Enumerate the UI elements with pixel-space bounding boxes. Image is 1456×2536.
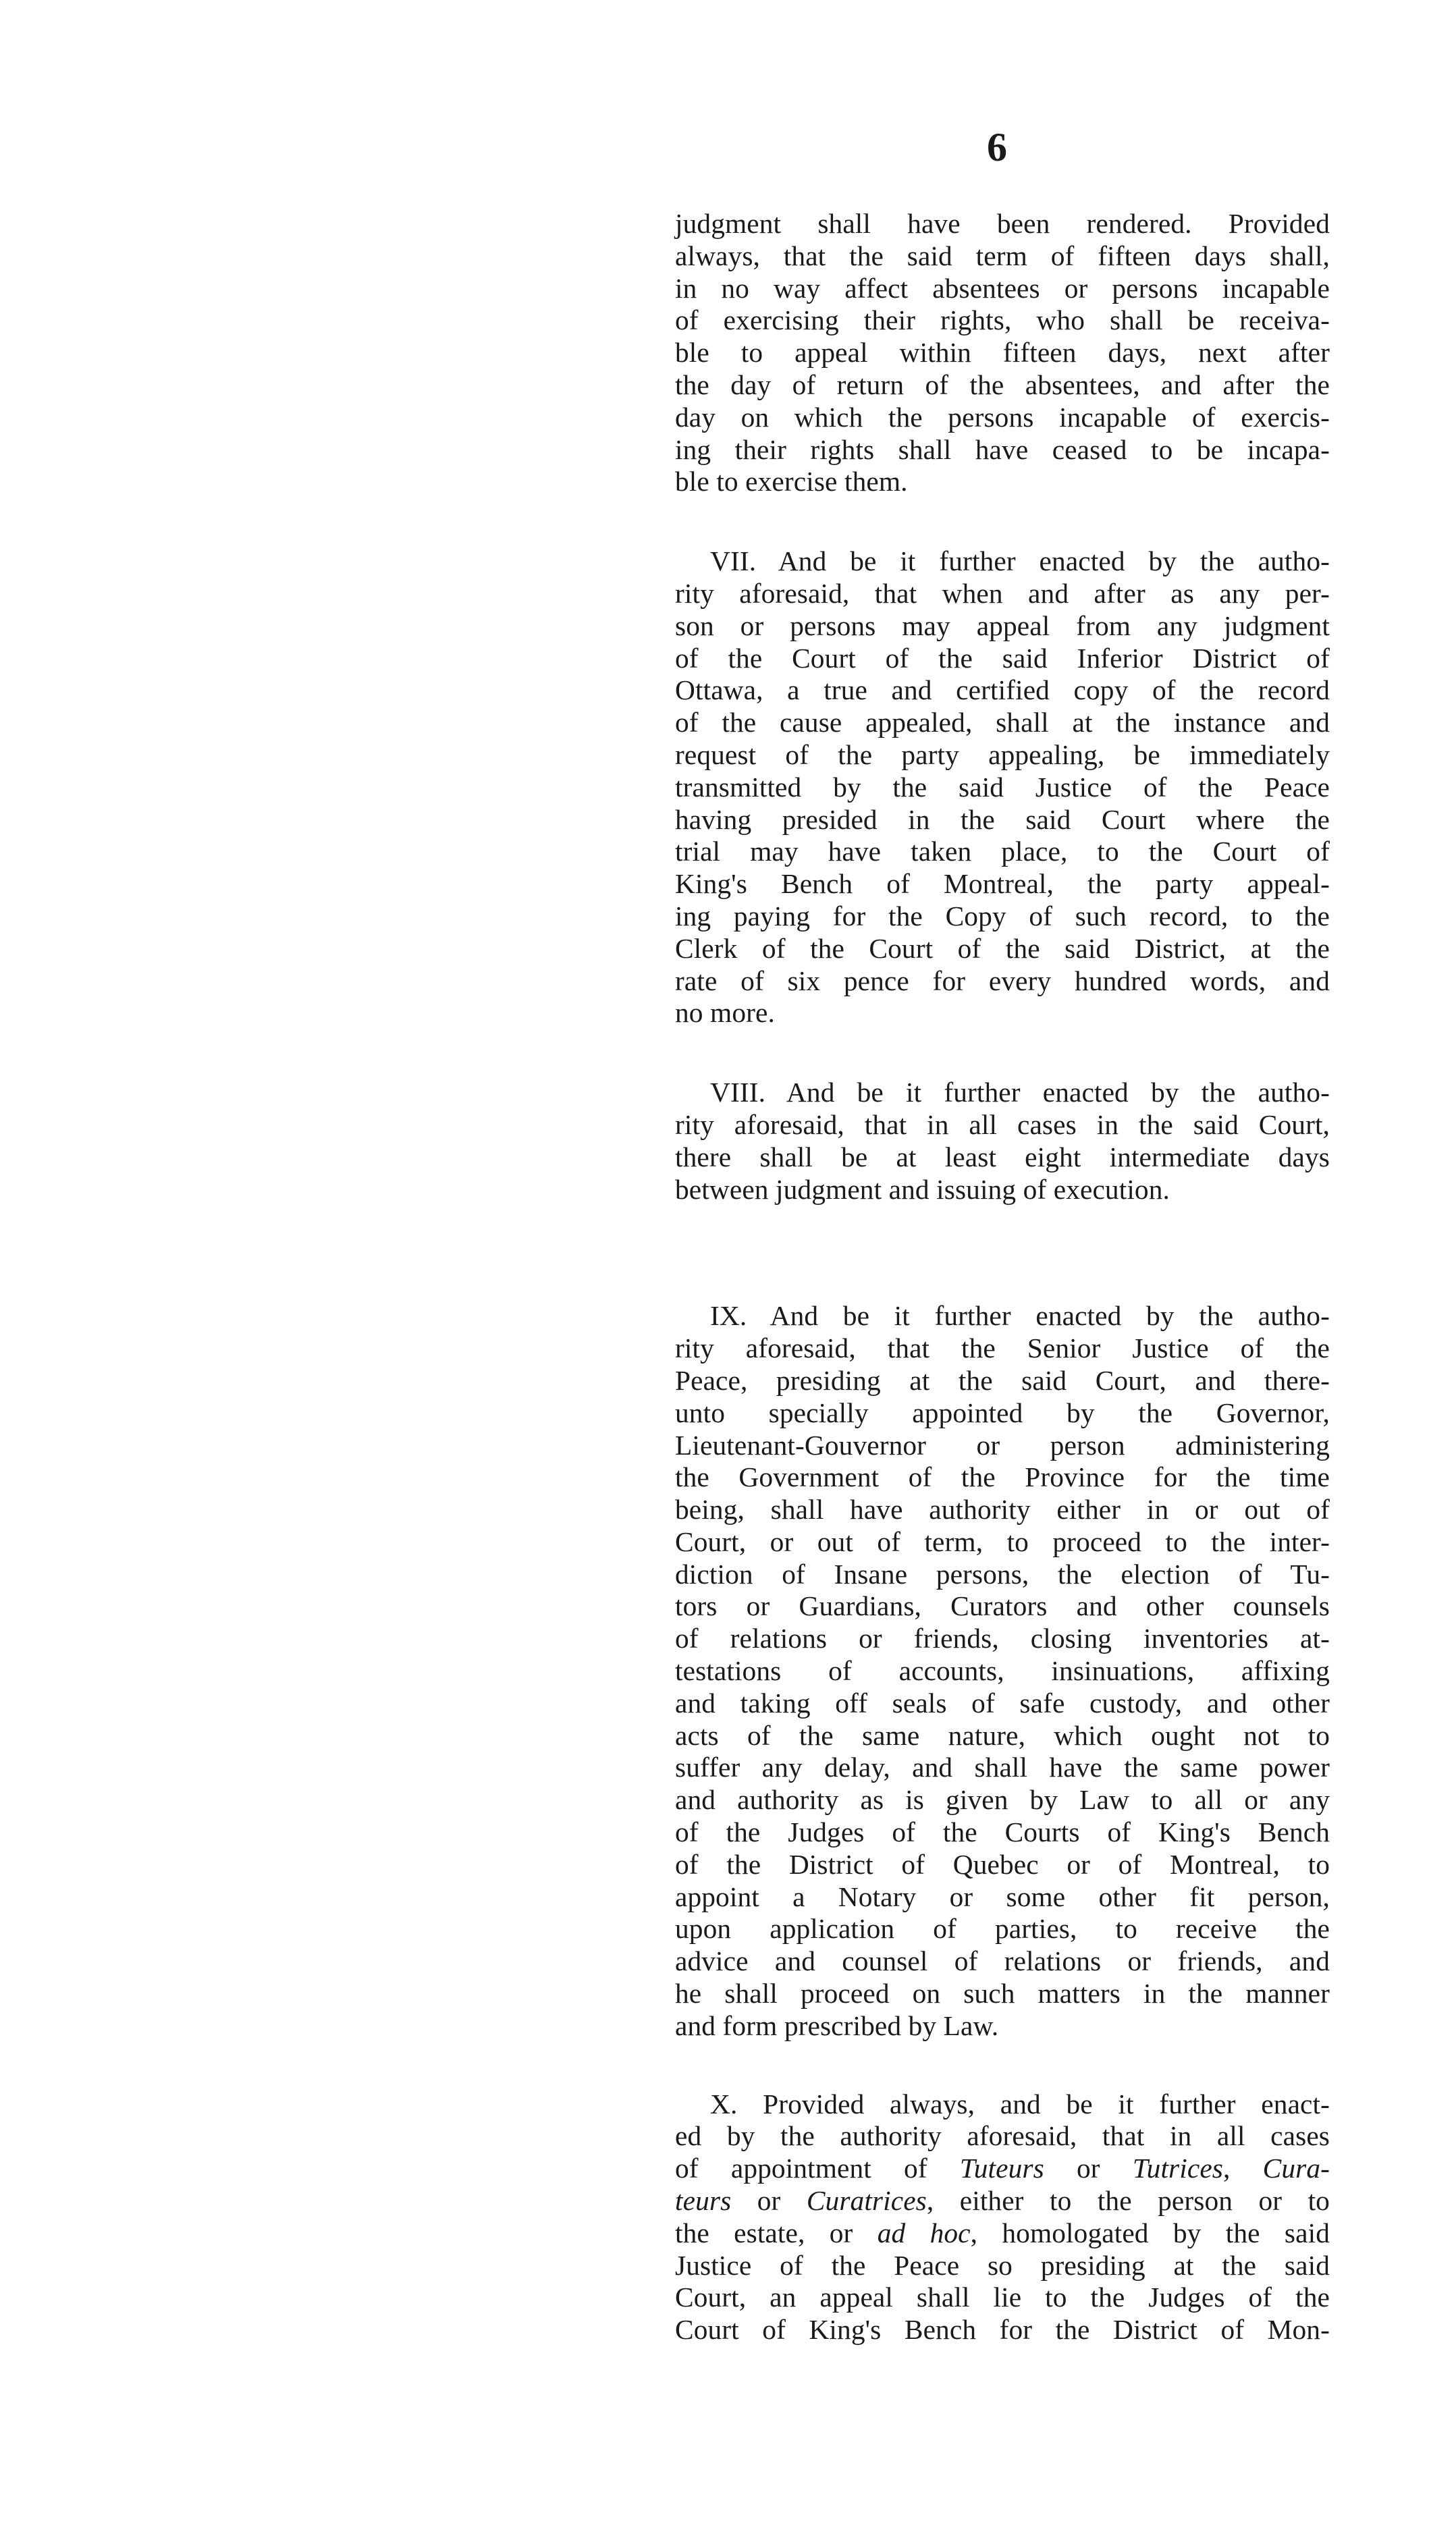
text-line: judgment shall have been rendered. Provided [675,208,1330,239]
paragraph-continuation [675,208,1330,498]
text-line: being, shall have authority either in or out of [675,1494,1330,1526]
text-line: between judgment and issuing of execution. [675,1173,1170,1205]
text-line: acts of the same nature, which ought not to [675,1719,1330,1751]
text-line: teurs or Curatrices, either to the person or to [675,2185,1330,2217]
text-line: the Government of the Province for the time [675,1461,1330,1493]
text-line: request of the party appealing, be immediately [675,738,1330,770]
text-line: of the cause appealed, shall at the instance and [675,707,1330,738]
text-line: and authority as is given by Law to all or any [675,1784,1330,1816]
text-line: advice and counsel of relations or friends, and [675,1945,1330,1977]
text-line: of the Court of the said Inferior District of [675,642,1330,674]
text-line: the day of return of the absentees, and after the [675,369,1330,400]
text-line: Court, an appeal shall lie to the Judges of the [675,2282,1330,2313]
text-line: King's Bench of Montreal, the party appeal- [675,868,1330,900]
text-line: testations of accounts, insinuations, affixing [675,1655,1330,1687]
text-line: VIII. And be it further enacted by the autho- [710,1077,1330,1108]
section-ix [675,1300,1330,2042]
text-line: trial may have taken place, to the Court of [675,836,1330,867]
text-line: transmitted by the said Justice of the Peace [675,771,1330,803]
text-line: tors or Guardians, Curators and other counsels [675,1590,1330,1622]
section-x [675,2088,1330,2346]
text-line: there shall be at least eight intermediate days [675,1141,1330,1172]
text-line: rity aforesaid, that in all cases in the said Court, [675,1108,1330,1140]
text-line: in no way affect absentees or persons incapable [675,272,1330,304]
text-line: Peace, presiding at the said Court, and there- [675,1364,1330,1396]
text-line: the estate, or ad hoc, homologated by the said [675,2217,1330,2248]
text-line: diction of Insane persons, the election of Tu- [675,1558,1330,1590]
text-line: no more. [675,997,775,1029]
text-column [675,208,1330,2346]
text-line: ing paying for the Copy of such record, to the [675,900,1330,932]
page-number: 6 [987,125,1007,169]
text-line: Justice of the Peace so presiding at the said [675,2249,1330,2281]
text-line: rate of six pence for every hundred words, and [675,965,1330,996]
text-line: and form prescribed by Law. [675,2009,999,2041]
text-line: of exercising their rights, who shall be receiva- [675,304,1330,336]
text-line: Clerk of the Court of the said District, at the [675,932,1330,964]
text-line: of relations or friends, closing inventories at- [675,1623,1330,1654]
text-line: VII. And be it further enacted by the autho- [710,545,1330,577]
text-line: ing their rights shall have ceased to be incapa- [675,433,1330,465]
text-line: always, that the said term of fifteen days shall, [675,240,1330,271]
text-line: of the Judges of the Courts of King's Bench [675,1816,1330,1848]
text-line: rity aforesaid, that the Senior Justice of the [675,1332,1330,1364]
text-line: and taking off seals of safe custody, and other [675,1687,1330,1719]
text-line: Court, or out of term, to proceed to the inter- [675,1526,1330,1557]
text-line: X. Provided always, and be it further enact- [710,2088,1330,2120]
text-line: he shall proceed on such matters in the manner [675,1978,1330,2009]
text-line: of the District of Quebec or of Montreal, to [675,1848,1330,1880]
section-vii [675,545,1330,1029]
section-viii [675,1077,1330,1206]
text-line: day on which the persons incapable of exercis- [675,401,1330,433]
text-line: upon application of parties, to receive the [675,1913,1330,1945]
text-line: suffer any delay, and shall have the same power [675,1752,1330,1783]
text-line: Lieutenant-Gouvernor or person administering [675,1429,1330,1461]
text-line: unto specially appointed by the Governor, [675,1397,1330,1428]
text-line: son or persons may appeal from any judgment [675,610,1330,641]
text-line: appoint a Notary or some other fit person, [675,1881,1330,1912]
text-line: rity aforesaid, that when and after as any per- [675,577,1330,609]
text-line: ble to exercise them. [675,466,908,497]
text-line: Court of King's Bench for the District of Mon- [675,2314,1330,2346]
text-line: IX. And be it further enacted by the autho- [710,1300,1330,1332]
text-line: having presided in the said Court where the [675,803,1330,835]
text-line: of appointment of Tuteurs or Tutrices, Cura- [675,2153,1330,2184]
text-line: ble to appeal within fifteen days, next after [675,337,1330,369]
text-line: ed by the authority aforesaid, that in all cases [675,2120,1330,2152]
text-line: Ottawa, a true and certified copy of the record [675,674,1330,706]
